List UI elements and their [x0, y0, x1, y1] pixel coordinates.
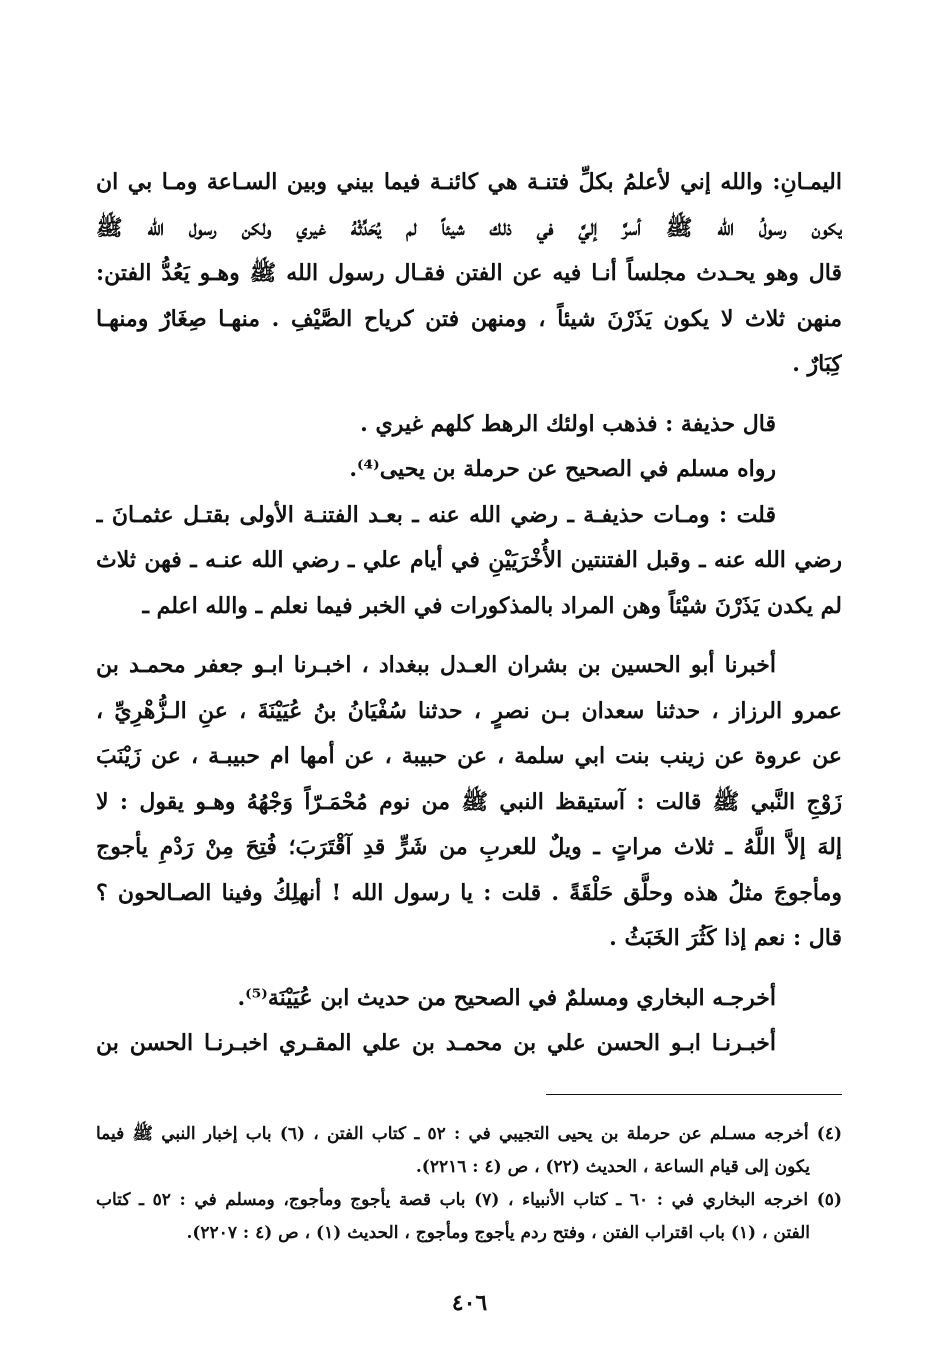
text-line: قال وهو يحـدث مجلساً أنـا فيه عن الفتن فقـال رسول الله ﷺ وهـو يَعُدُّ الفتن: [96, 260, 842, 286]
text-line: زَوْجِ النَّبي ﷺ قالت : آستيقظ النبي ﷺ من نوم مُحْمَـرّاً وَجْهُهُ وهـو يقول : لا [96, 788, 842, 815]
footnote [96, 1118, 842, 1184]
text-line: قلت : ومـات حذيفـة ـ رضي الله عنه ـ بعـد الفتنـة الأولى بقتـل عثمـانَ ـ [96, 501, 776, 528]
text-line: كِبَارٌ . [792, 351, 842, 377]
paragraph [96, 160, 842, 388]
text-line: منهن ثلاث لا يكون يَذَرْنَ شيئاً ، ومنهن فتن كرياح الصَّيْفِ . منهـا صِغَارٌ ومنهـا [96, 305, 842, 332]
text-line: إلهَ إلاَّ اللَّهُ ـ ثلاث مراتٍ ـ ويلٌ للعربِ من شَرٍّ قدِ آقْتَرَبَ؛ فُتِحَ مِنْ رَدْمِ يأجوج [96, 834, 842, 860]
footnote-line: (٤) أخرجه مسـلم عن حرملة بن يحيى التجيبي في : ٥٢ ـ كتاب الفتن ، (٦) باب إخبار النبي ﷺ فيما [96, 1124, 842, 1144]
paragraph [96, 402, 842, 493]
text-line: لم يكدن يَذَرْنَ شيْئاً وهن المراد بالمذكورات في الخبر فيما نعلم ـ والله اعلم ـ [142, 592, 842, 619]
text-line: عمرو الرزاز ، حدثنا سعدان بـن نصرٍ ، حدثنا سُفْيَانُ بنُ عُيَيْنَةَ ، عنِ الـزُّهْرِيِّ ، [96, 697, 842, 724]
footnote-divider [546, 1094, 842, 1095]
text-line: أخرجـه البخاري ومسلمٌ في الصحيح من حديث ابن عُيَيْنَة⁽⁵⁾. [237, 984, 776, 1011]
main-text [96, 160, 842, 1067]
text-line: أخبرنا أبو الحسين بن بشران العـدل ببغداد ، اخبـرنا ابـو جعفر محمـد بن [96, 652, 776, 678]
text-line: اليمـانِ: والله إني لأعلمُ بكلِّ فتنـة هي كائنـة فيما بيني وبين السـاعة ومـا بي ان [96, 169, 842, 195]
footnotes [96, 1118, 842, 1250]
footnote [96, 1184, 842, 1250]
paragraph [96, 643, 842, 962]
text-line: رواه مسلم في الصحيح عن حرملة بن يحيى⁽⁴⁾. [349, 456, 776, 482]
text-line: قال حذيفة : فذهب اولئك الرهط كلهم غيري . [360, 410, 776, 437]
paragraph [96, 976, 842, 1067]
footnote-line: الفتن ، (١) باب اقتراب الفتن ، وفتح ردم يأجوج ومأجوج ، الحديث (١) ، ص (٤ : ٢٢٠٧). [186, 1223, 810, 1243]
text-line: أخبـرنـا ابـو الحسن علي بن محمـد بن علي المقـري اخبـرنـا الحسن بن [96, 1030, 776, 1056]
text-line: يكون رسولُ الله ﷺ أسرَّ إليَّ في ذلك شيئاً لم يُحَدِّثْهُ غيري ولكن رسول الله ﷺ [96, 214, 842, 241]
page-number: ٤٠٦ [451, 1290, 488, 1316]
text-line: رضي الله عنه ـ وقبل الفتنتين الأُخْرَيَيْنِ في أيام علي ـ رضي الله عنـه ـ فهن ثلاث [96, 547, 842, 573]
paragraph [96, 493, 842, 630]
text-line: ومأجوجَ مثلُ هذه وحلَّق حَلْقَةً . قلت : يا رسول الله ! أنهلِكُ وفينا الصـالحون ؟ [96, 879, 842, 906]
footnote-line: (٥) اخرجه البخاري في : ٦٠ ـ كتاب الأنبياء ، (٧) باب قصة يأجوج ومأجوج، ومسلم في : ٥٢ ـ كتاب [96, 1190, 842, 1210]
text-line: عن عروة عن زينب بنت ابي سلمة ، عن حبيبة ، عن أمها ام حبيبـة ، عن زَيْنَبَ [96, 743, 842, 769]
footnote-line: يكون إلى قيام الساعة ، الحديث (٢٢) ، ص (٤ : ٢٢١٦). [415, 1157, 810, 1177]
text-line: قال : نعم إذا كَثُرَ الخَبَثُ . [609, 925, 842, 951]
